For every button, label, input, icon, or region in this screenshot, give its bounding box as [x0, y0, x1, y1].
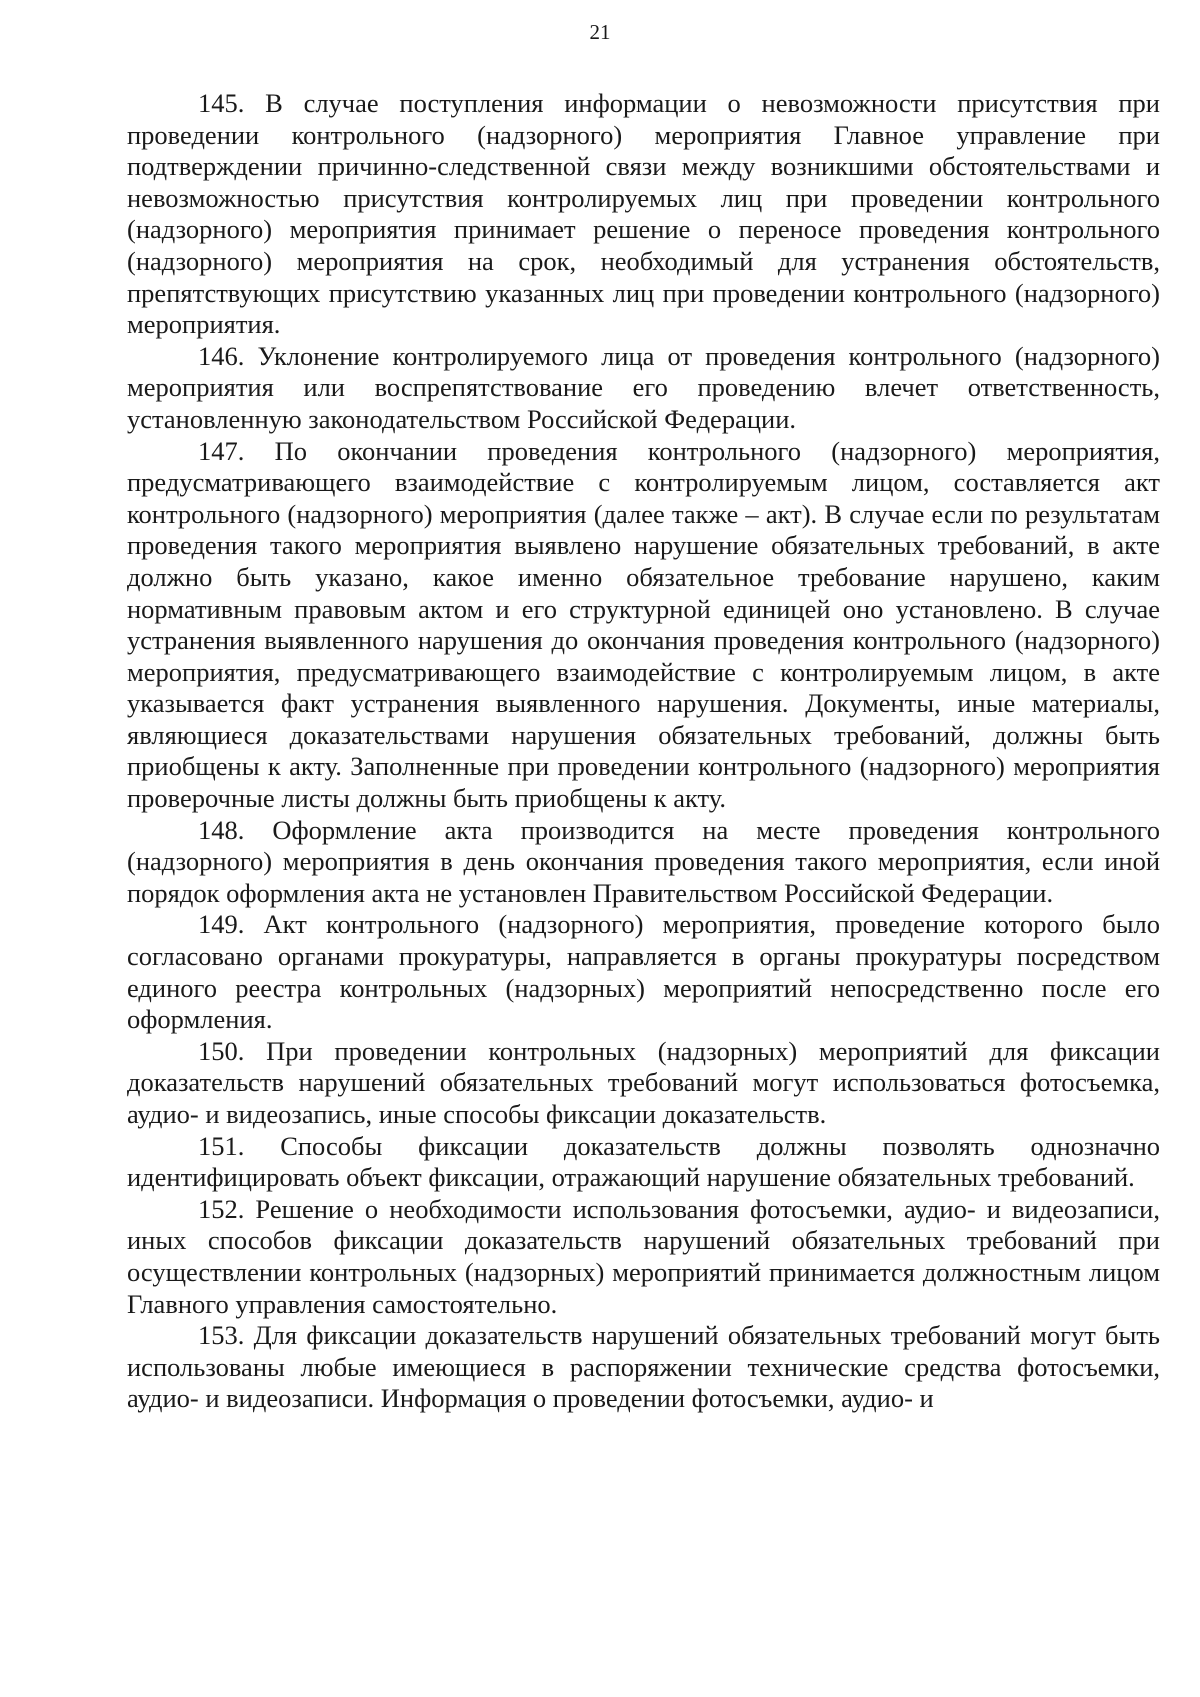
document-body — [127, 88, 1160, 1415]
paragraph-150: 150. При проведении контрольных (надзорных) мероприятий для фиксации доказательств нарушений обязательных требований могут использоваться фотосъемка, аудио- и видеозапись, иные способы фиксации доказательств. — [127, 1035, 1160, 1129]
paragraph-147: 147. По окончании проведения контрольного (надзорного) мероприятия, предусматривающего взаимодействие с контролируемым лицом, составляется акт контрольного (надзорного) мероприятия (далее также – акт). В случае если по результатам проведения такого мероприятия выявлено нарушение обязательных требований, в акте должно быть указано, какое именно обязательное требование нарушено, каким нормативным правовым актом и его структурной единицей оно установлено. В случае устранения выявленного нарушения до окончания проведения контрольного (надзорного) мероприятия, предусматривающего взаимодействие с контролируемым лицом, в акте указывается факт устранения выявленного нарушения. Документы, иные материалы, являющиеся доказательствами нарушения обязательных требований, должны быть приобщены к акту. Заполненные при проведении контрольного (надзорного) мероприятия проверочные листы должны быть приобщены к акту. — [127, 435, 1160, 814]
paragraph-151: 151. Способы фиксации доказательств должны позволять однозначно идентифицировать объект фиксации, отражающий нарушение обязательных требований. — [127, 1130, 1160, 1193]
paragraph-152: 152. Решение о необходимости использования фотосъемки, аудио- и видеозаписи, иных способов фиксации доказательств нарушений обязательных требований при осуществлении контрольных (надзорных) мероприятий принимается должностным лицом Главного управления самостоятельно. — [127, 1193, 1160, 1319]
paragraph-153: 153. Для фиксации доказательств нарушений обязательных требований могут быть использованы любые имеющиеся в распоряжении технические средства фотосъемки, аудио- и видеозаписи. Информация о проведении фотосъемки, аудио- и — [127, 1320, 1160, 1414]
paragraph-146: 146. Уклонение контролируемого лица от проведения контрольного (надзорного) мероприятия или воспрепятствование его проведению влечет ответственность, установленную законодательством Российской Федерации. — [127, 340, 1160, 434]
page-number: 21 — [589, 20, 611, 44]
paragraph-148: 148. Оформление акта производится на месте проведения контрольного (надзорного) мероприятия в день окончания проведения такого мероприятия, если иной порядок оформления акта не установлен Правительством Российской Федерации. — [127, 814, 1160, 908]
paragraph-149: 149. Акт контрольного (надзорного) мероприятия, проведение которого было согласовано органами прокуратуры, направляется в органы прокуратуры посредством единого реестра контрольных (надзорных) мероприятий непосредственно после его оформления. — [127, 909, 1160, 1035]
paragraph-145: 145. В случае поступления информации о невозможности присутствия при проведении контрольного (надзорного) мероприятия Главное управление при подтверждении причинно-следственной связи между возникшими обстоятельствами и невозможностью присутствия контролируемых лиц при проведении контрольного (надзорного) мероприятия принимает решение о переносе проведения контрольного (надзорного) мероприятия на срок, необходимый для устранения обстоятельств, препятствующих присутствию указанных лиц при проведении контрольного (надзорного) мероприятия. — [127, 88, 1160, 340]
